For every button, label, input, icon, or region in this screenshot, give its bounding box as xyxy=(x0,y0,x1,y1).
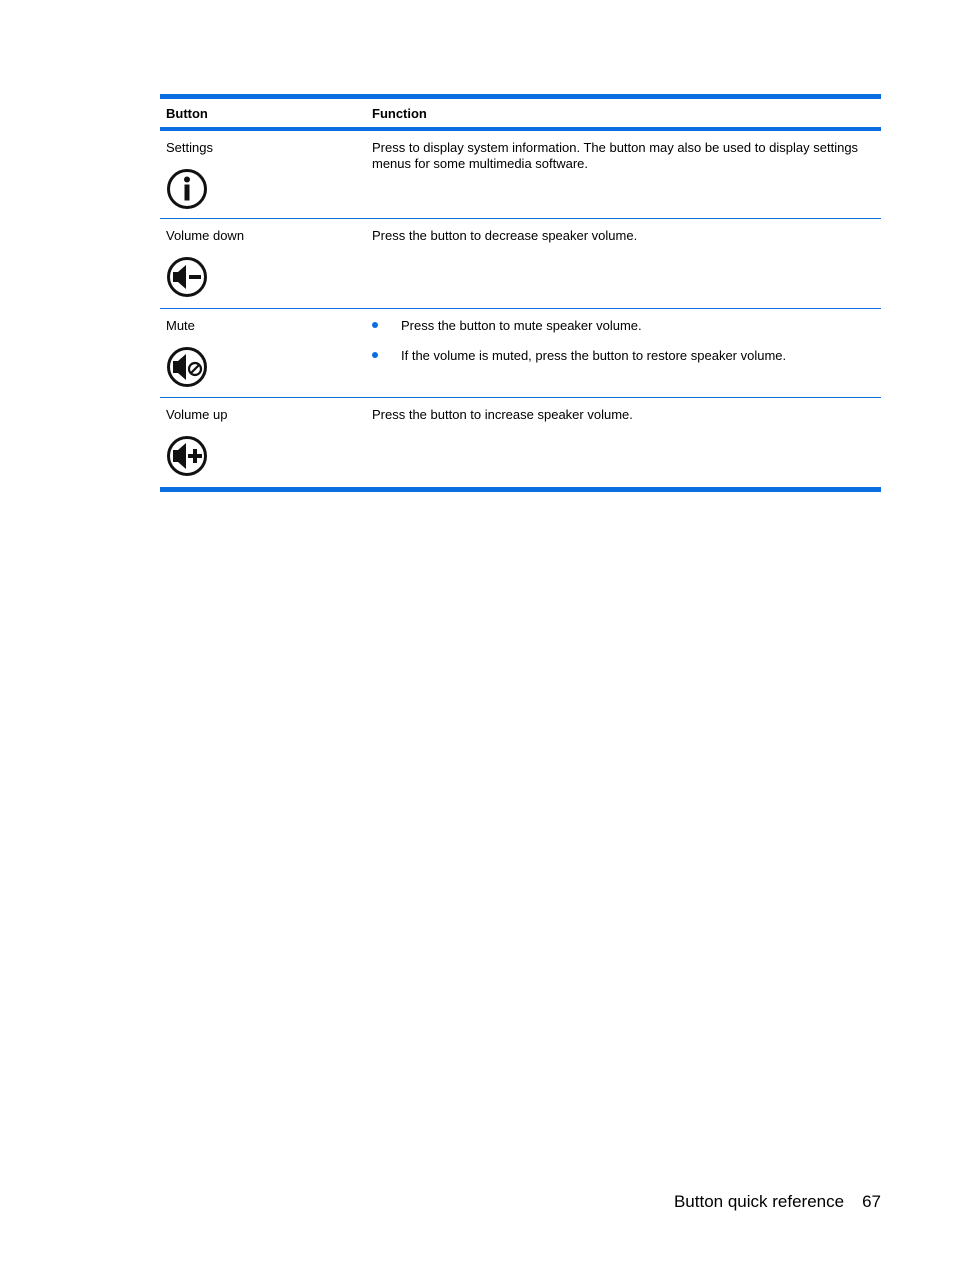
bullet-text: Press the button to mute speaker volume. xyxy=(401,318,642,333)
button-reference-table xyxy=(160,94,881,492)
table-row xyxy=(160,398,881,487)
table-row xyxy=(160,219,881,309)
bullet-text: If the volume is muted, press the button to restore speaker volume. xyxy=(401,348,787,363)
button-name: Volume up xyxy=(166,407,228,422)
mute-icon xyxy=(166,346,208,388)
function-bullets xyxy=(372,318,861,364)
page-footer xyxy=(674,1192,881,1212)
button-cell xyxy=(160,309,366,397)
info-icon xyxy=(166,168,208,210)
bullet-icon xyxy=(372,322,378,328)
bullet-icon xyxy=(372,352,378,358)
header-function: Function xyxy=(372,105,427,121)
function-cell: Press the button to decrease speaker volume. xyxy=(372,228,638,243)
button-name: Settings xyxy=(166,140,213,155)
list-item xyxy=(372,318,861,334)
footer-title: Button quick reference xyxy=(673,1192,845,1211)
button-cell xyxy=(160,131,366,218)
header-button: Button xyxy=(166,105,208,121)
function-cell: Press to display system information. The button may also be used to display settings menus for some multimedia software. xyxy=(372,140,859,171)
table-row xyxy=(160,131,881,219)
volume-up-icon xyxy=(166,435,208,477)
button-name: Mute xyxy=(166,318,195,333)
list-item xyxy=(372,348,861,364)
table-row xyxy=(160,309,881,398)
function-cell xyxy=(366,309,881,397)
button-cell xyxy=(160,219,366,308)
table-header xyxy=(160,99,881,131)
button-name: Volume down xyxy=(166,228,245,243)
button-cell xyxy=(160,398,366,487)
page-number: 67 xyxy=(862,1192,881,1211)
volume-down-icon xyxy=(166,256,208,298)
function-cell: Press the button to increase speaker volume. xyxy=(372,407,633,422)
